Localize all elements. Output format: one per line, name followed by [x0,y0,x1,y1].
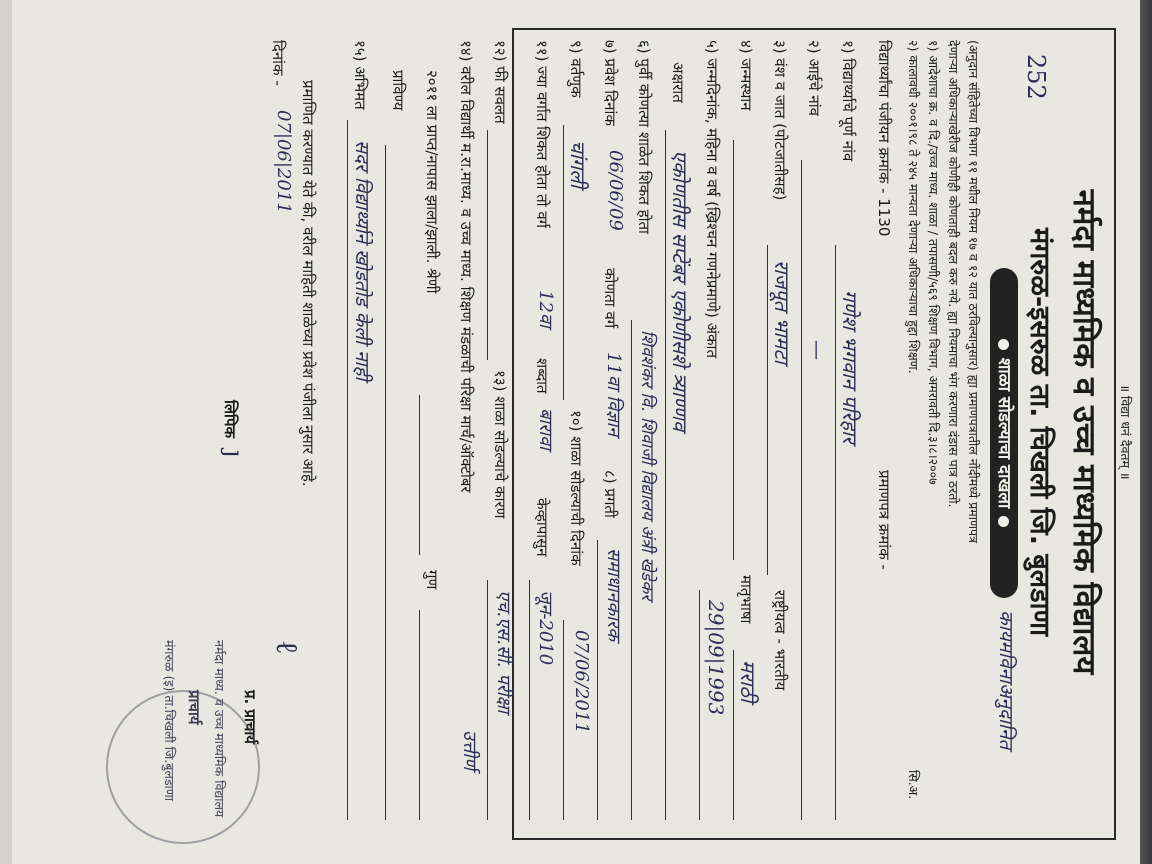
handwritten-number: 252 [1022,54,1050,100]
school-address: मंगरुळ-इसरुळ ता. चिखली जि. बुलडाणा [1024,227,1055,637]
field-label-caste: ३) वंश व जात (पोटजातीसह) [771,40,789,201]
field-label-in-words: शब्दात [533,358,551,394]
certificate-banner [990,268,1018,598]
underline [835,245,836,820]
field-value-leaving-reason: एच.एस.सी. परीक्षा [493,590,514,714]
underline [385,145,386,820]
field-value-leaving-date: 07/06/2011 [571,630,592,734]
school-stamp [106,690,260,844]
field-label-admission-date: ७) प्रवेश दिनांक [601,40,619,126]
field-label-nationality: राष्ट्रीयत्व - भारतीय [771,590,789,691]
clerk-signature-mark: ȷ [220,450,248,458]
stamp-line-2: मंगरुळ (इ) ता.चिखली जि.बुलडाणा [162,640,177,802]
handwritten-rule-note: कायमविनाअनुदानित [995,610,1017,750]
underline [529,580,530,820]
field-value-mother-tongue: मराठी [736,660,760,703]
field-value-progress: समाधानकारक [603,548,624,641]
rule-line-4: २) कालावधी २००१।९८ ते २४५ मान्यता देणाऱ्या अधिकाऱ्याचा हुद्दा शिक्षण. [906,40,921,374]
field-label-previous-school: ६) पुर्वी कोणत्या शाळेत शिकत होता [635,40,653,234]
field-label-mother: २) आईचे नांव [805,40,823,116]
banner-text: शाळा सोडल्याचा दाखला [994,357,1014,509]
field-value-dob-words: एकोणतीस सप्टेंबर एकोणीसशे त्र्याण्णव [668,150,692,431]
principal-stamp: प्राचार्य [185,690,203,725]
underline [665,130,666,820]
field-value-board-exam: उत्तीर्ण [459,730,480,770]
field-value-previous-school: शिवशंकर वि. शिवाजी विद्यालय अंत्री खेडेकर [637,330,657,601]
field-label-board-exam: १४) वरील विद्यार्थी म.रा.माध्य. व उच्च माध्य. शिक्षण मंडळाची परिक्षा मार्च/ऑक्टोबर [457,40,475,493]
underline [563,125,564,400]
principal-signature-mark: ℓ [269,640,304,655]
field-label-leaving-date: १०) शाळा सोडल्याची दिनांक [567,410,585,566]
field-value-remarks: सदर विद्यार्थ्याने खोडतोड केली नाही [351,140,373,381]
field-label-since: केव्हापासुन [533,498,551,557]
certificate-number-label: प्रमाणपत्र क्रमांक - [875,470,893,570]
principal-label: प्र. प्राचार्य [241,690,259,744]
underline [597,540,598,820]
underline [733,140,734,560]
underline [767,245,768,575]
rule-line-3: १) आदेशाचा क्र. व दि./उच्च माध्य. शाळा / तपासणी/५६९ शिक्षण विभाग, अमरावती दि.३।८।२००७ [926,40,941,485]
date-value: 07|06|2011 [273,110,294,214]
field-value-admission-class: 11वा विज्ञान [603,352,624,437]
stamp-line-1: नर्मदा माध्य. व उच्च माध्यमिक विद्यालय [212,640,227,818]
underline [699,590,700,820]
banner-dot-right [999,516,1010,527]
leaving-certificate-page [12,0,1140,864]
school-name: नर्मदा माध्यमिक व उच्च माध्यमिक विद्यालय [1066,189,1102,675]
field-label-remarks: १५) अभिमत [351,40,369,110]
field-label-mother-tongue: मातृभाषा [737,575,755,624]
underline [347,120,348,820]
field-label-dob: ५) जन्मदिनांक, महिना व वर्ष (ख्रिश्चन गणनेप्रमाणे) अंकात [703,40,721,358]
field-label-admission-class: कोणता वर्ग [601,268,619,329]
certify-text: प्रमाणित करण्यात येते की, वरील माहिती शाळेच्या प्रवेश पंजीला नुसार आहे. [299,80,317,487]
rule-suffix: सि.अ. [906,770,921,800]
underline [419,610,420,820]
field-label-conduct: ९) वर्तणुक [567,40,585,98]
field-label-leaving-reason: १३) शाळा सोडल्याचे कारण [491,370,509,519]
underline [733,650,734,820]
field-value-caste: राजपूत भामटा [770,260,794,364]
field-value-dob: 29|09|1993 [704,600,728,716]
underline [801,160,802,820]
field-value-mother: — [806,340,830,360]
date-label: दिनांक - [269,40,287,86]
field-label-class-studying: ११) ज्या वर्गात शिकत होता तो वर्ग [533,40,551,229]
field-label-birthplace: ४) जन्मस्थान [737,40,755,111]
field-label-name: १) विद्यार्थ्याचे पूर्ण नांव [839,40,857,162]
field-label-fee-concession: १२) फी सवलत [491,40,509,124]
underline [419,395,420,555]
clerk-label: लिपिक [221,400,239,438]
field-label-marks: गुण [423,570,441,590]
underline [631,320,632,820]
invocation: ॥ विद्या धनं दैवतम् ॥ [1118,384,1133,480]
field-value-class-studying: 12वा [535,290,556,328]
field-label-progress: ८) प्रगती [601,470,619,518]
register-number: विद्यार्थ्यांचा पंजीयन क्रमांक - 1130 [875,40,893,237]
rule-line-2: देणाऱ्या अधिकाऱ्याखेरीज कोणीही कोणताही बदल करु नये. ह्या नियमाचा भंग करणारा दंडास पात्र ठरतो. [946,40,961,508]
field-label-result: २०११ ला प्राप्त/नापास झाला/झाली. श्रेणी [423,70,441,294]
field-label-dob-words: अक्षरात [669,62,687,103]
field-value-admission-date: 06/06/09 [605,150,626,231]
field-value-since: जून-2010 [535,590,556,666]
underline [563,620,564,820]
underline [487,130,488,360]
field-value-in-words: बारावा [535,408,556,450]
rule-line-1: (अनुदान संहितेच्या विभाग ११ मधील नियम १७ व १२ यात ठरविल्यानुसार) ह्या प्रमाणपत्रातील नोंदीमध्ये प्रमाणपत्र [966,40,981,544]
underline [487,580,488,820]
field-label-proficiency: प्राविण्य [389,70,407,111]
field-value-conduct: चांगली [566,140,590,188]
banner-dot-left [999,339,1010,350]
field-value-name: गणेश भगवान परिहार [838,290,862,444]
